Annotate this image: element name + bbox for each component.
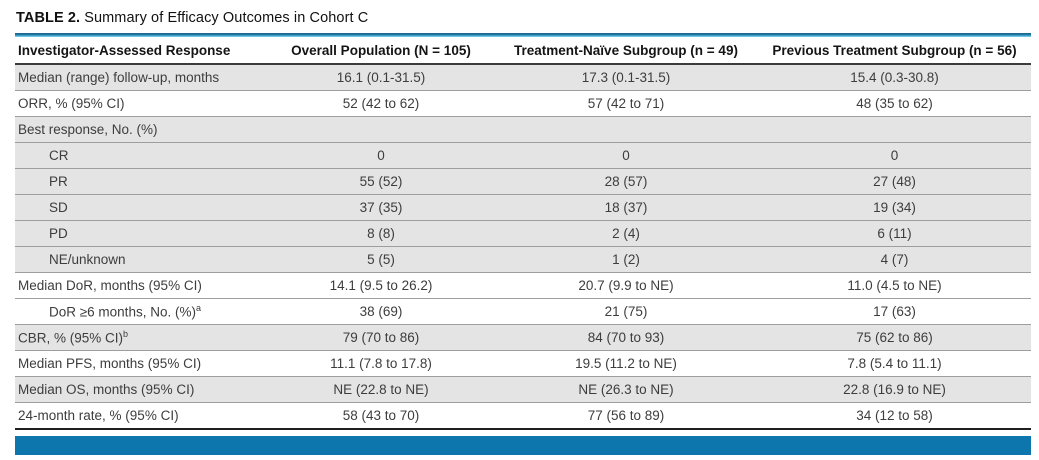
cell-value: 17.3 (0.1-31.5) (581, 70, 671, 85)
cell-value: 16.1 (0.1-31.5) (336, 70, 426, 85)
table-row (15, 64, 1031, 91)
table-row (15, 195, 1031, 221)
cell-value: 20.7 (9.9 to NE) (578, 278, 674, 293)
table-row (15, 299, 1031, 325)
column-header: Overall Population (N = 105) (268, 37, 494, 64)
cell-value: 22.8 (16.9 to NE) (843, 382, 946, 397)
row-label: Median PFS, months (95% CI) (18, 356, 202, 371)
cell-value (758, 117, 1031, 143)
cell-value: 2 (4) (612, 226, 640, 241)
table-row (15, 169, 1031, 195)
cell-value: 14.1 (9.5 to 26.2) (329, 278, 433, 293)
row-label: DoR ≥6 months, No. (%)$^a$ (49, 303, 201, 320)
row-label: Median (range) follow-up, months (18, 70, 220, 85)
footnote-marker: a (195, 303, 201, 314)
cell-value: 0 (890, 148, 899, 163)
table-number: TABLE 2. (16, 10, 81, 26)
row-label: Best response, No. (%) (18, 122, 158, 137)
table-row (15, 377, 1031, 403)
stub-column-header: Investigator-Assessed Response (15, 37, 268, 64)
cell-value: 18 (37) (604, 200, 648, 215)
cell-value (494, 117, 758, 143)
cell-value: 38 (69) (359, 304, 403, 319)
row-label: PR (49, 174, 68, 189)
table-body (15, 64, 1031, 429)
cell-value: 4 (7) (880, 252, 909, 267)
cell-value: 55 (52) (359, 174, 403, 189)
cell-value: 52 (42 to 62) (342, 96, 420, 111)
cell-value: 58 (43 to 70) (342, 408, 420, 423)
cell-value: 17 (63) (873, 304, 916, 319)
cell-value: 57 (42 to 71) (587, 96, 665, 111)
row-label: CBR, % (95% CI)$^b$ (18, 329, 129, 346)
cell-value: 19 (34) (873, 200, 916, 215)
column-header: Treatment-Naïve Subgroup (n = 49) (494, 37, 758, 64)
cell-value: NE (22.8 to NE) (333, 382, 429, 397)
row-label: NE/unknown (49, 252, 126, 267)
footnote-marker: b (123, 329, 129, 340)
column-header: Previous Treatment Subgroup (n = 56) (758, 37, 1031, 64)
table-caption: Summary of Efficacy Outcomes in Cohort C (84, 10, 369, 26)
cell-value: 48 (35 to 62) (856, 96, 933, 111)
efficacy-outcomes-table (15, 37, 1031, 430)
cell-value: 5 (5) (367, 252, 395, 267)
cell-value: 11.1 (7.8 to 17.8) (330, 356, 432, 371)
table-row (15, 273, 1031, 299)
cell-value (268, 117, 494, 143)
cell-value: 28 (57) (604, 174, 648, 189)
cell-value: 77 (56 to 89) (587, 408, 665, 423)
row-label: Median OS, months (95% CI) (18, 382, 195, 397)
table-row (15, 143, 1031, 169)
cell-value: 37 (35) (359, 200, 403, 215)
row-label: SD (49, 200, 68, 215)
footer-accent-rect (15, 436, 1031, 455)
cell-value: 19.5 (11.2 to NE) (575, 356, 677, 371)
cell-value: 8 (8) (367, 226, 395, 241)
cell-value: 11.0 (4.5 to NE) (847, 278, 942, 293)
cell-value: 21 (75) (604, 304, 648, 319)
table-row (15, 221, 1031, 247)
row-label: 24-month rate, % (95% CI) (18, 408, 179, 423)
row-label: ORR, % (95% CI) (18, 96, 125, 111)
table-row (15, 117, 1031, 143)
cell-value: 0 (377, 148, 385, 163)
table-row (15, 91, 1031, 117)
table-row (15, 403, 1031, 430)
cell-value: 84 (70 to 93) (587, 330, 665, 345)
cell-value: 6 (11) (877, 226, 912, 241)
cell-value: 0 (622, 148, 630, 163)
cell-value: NE (26.3 to NE) (578, 382, 674, 397)
cell-value: 79 (70 to 86) (342, 330, 420, 345)
cell-value: 75 (62 to 86) (856, 330, 933, 345)
row-label: Median DoR, months (95% CI) (18, 278, 202, 293)
footer-accent-bar (15, 436, 1031, 455)
cell-value: 34 (12 to 58) (856, 408, 933, 423)
table-row (15, 247, 1031, 273)
table-row (15, 351, 1031, 377)
cell-value: 7.8 (5.4 to 11.1) (847, 356, 942, 371)
row-label: PD (49, 226, 68, 241)
row-label: CR (49, 148, 69, 163)
cell-value: 27 (48) (873, 174, 916, 189)
table-row (15, 325, 1031, 351)
cell-value: 1 (2) (612, 252, 640, 267)
cell-value: 15.4 (0.3-30.8) (850, 70, 939, 85)
table-title (16, 10, 1030, 26)
table-header-row (15, 37, 1031, 64)
